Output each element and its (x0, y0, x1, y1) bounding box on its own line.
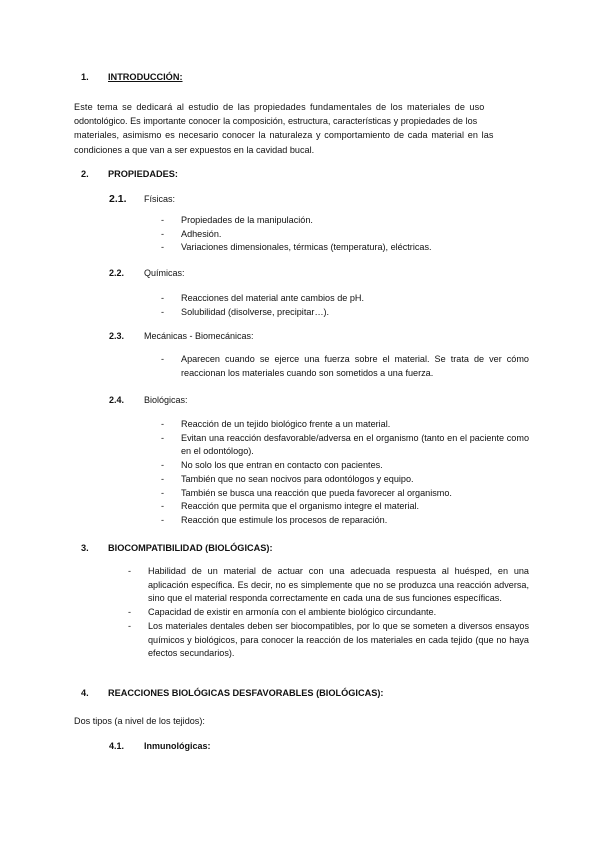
subheading-number: 2.3. (109, 331, 125, 341)
subheading-inmunologicas (109, 741, 409, 755)
heading-number: 4. (81, 688, 89, 698)
list-fisicas (161, 214, 529, 255)
heading-propiedades (81, 169, 381, 183)
subheading-fisicas (109, 193, 409, 207)
list-mecanicas (161, 353, 529, 380)
intro-line: odontológico. Es importante conocer la composición, estructura, características y propiedades de los (74, 116, 478, 127)
heading-title: REACCIONES BIOLÓGICAS DESFAVORABLES (BIOLÓGICAS): (108, 688, 384, 698)
subheading-quimicas (109, 268, 409, 282)
list-item: - Adhesión. (161, 228, 529, 242)
intro-line: materiales, asimismo es necesario conocer la naturaleza y comportamiento de cada material en las (74, 130, 494, 141)
subheading-title: Mecánicas - Biomecánicas: (144, 331, 254, 341)
list-item: - Propiedades de la manipulación. (161, 214, 529, 228)
list-item: - También se busca una reacción que pueda favorecer al organismo. (161, 487, 529, 501)
list-biologicas (161, 418, 529, 528)
heading-title: BIOCOMPATIBILIDAD (BIOLÓGICAS): (108, 543, 273, 553)
heading-title: PROPIEDADES: (108, 169, 178, 179)
list-item: - Reacción de un tejido biológico frente a un material. (161, 418, 529, 432)
heading-number: 2. (81, 169, 89, 179)
heading-introduccion (81, 72, 381, 86)
subheading-title: Biológicas: (144, 395, 188, 405)
heading-title: INTRODUCCIÓN: (108, 72, 183, 82)
reacciones-intro: Dos tipos (a nivel de los tejidos): (74, 716, 205, 726)
subheading-title: Inmunológicas: (144, 741, 211, 751)
intro-line: condiciones a que van a ser expuestos en la cavidad bucal. (74, 144, 315, 155)
subheading-biologicas (109, 395, 409, 409)
intro-paragraph (74, 100, 528, 157)
subheading-title: Químicas: (144, 268, 185, 278)
heading-number: 3. (81, 543, 89, 553)
list-item: - No solo los que entran en contacto con pacientes. (161, 459, 529, 473)
intro-line: Este tema se dedicará al estudio de las propiedades fundamentales de los materiales de uso (74, 102, 485, 112)
subheading-number: 2.2. (109, 268, 125, 278)
list-item: - Aparecen cuando se ejerce una fuerza sobre el material. Se trata de ver cómo reaccionan los materiales cuando son sometidos a una fuerza. (161, 353, 529, 380)
heading-number: 1. (81, 72, 89, 82)
list-item: - Reacción que permita que el organismo integre el material. (161, 500, 529, 514)
list-item: - Variaciones dimensionales, térmicas (temperatura), eléctricas. (161, 241, 529, 255)
list-item: - Solubilidad (disolverse, precipitar…). (161, 306, 529, 320)
subheading-number: 4.1. (109, 741, 125, 751)
subheading-title: Físicas: (144, 194, 176, 204)
heading-reacciones (81, 688, 521, 702)
list-item: - Reacciones del material ante cambios de pH. (161, 292, 529, 306)
list-item: - También que no sean nocivos para odontólogos y equipo. (161, 473, 529, 487)
subheading-number: 2.1. (109, 193, 127, 205)
list-quimicas (161, 292, 529, 319)
list-item: - Reacción que estimule los procesos de reparación. (161, 514, 529, 528)
list-item: - Habilidad de un material de actuar con una adecuada respuesta al huésped, en una aplicación específica. Es decir, no es simplemente que no se produzca una reacción adversa, sino que el material responda correctamente en cada una de sus funciones específicas. (128, 565, 529, 606)
list-item: - Evitan una reacción desfavorable/adversa en el organismo (tanto en el paciente como en el odontólogo). (161, 432, 529, 459)
list-biocompatibilidad (128, 565, 529, 661)
subheading-mecanicas (109, 331, 409, 345)
list-item: - Capacidad de existir en armonía con el ambiente biológico circundante. (128, 606, 529, 620)
heading-biocompatibilidad (81, 543, 481, 557)
subheading-number: 2.4. (109, 395, 125, 405)
list-item: - Los materiales dentales deben ser biocompatibles, por lo que se someten a diversos ensayos químicos y biológicos, para conocer la reacción de los materiales en cada tejido (que no haya efectos secundarios). (128, 620, 529, 661)
